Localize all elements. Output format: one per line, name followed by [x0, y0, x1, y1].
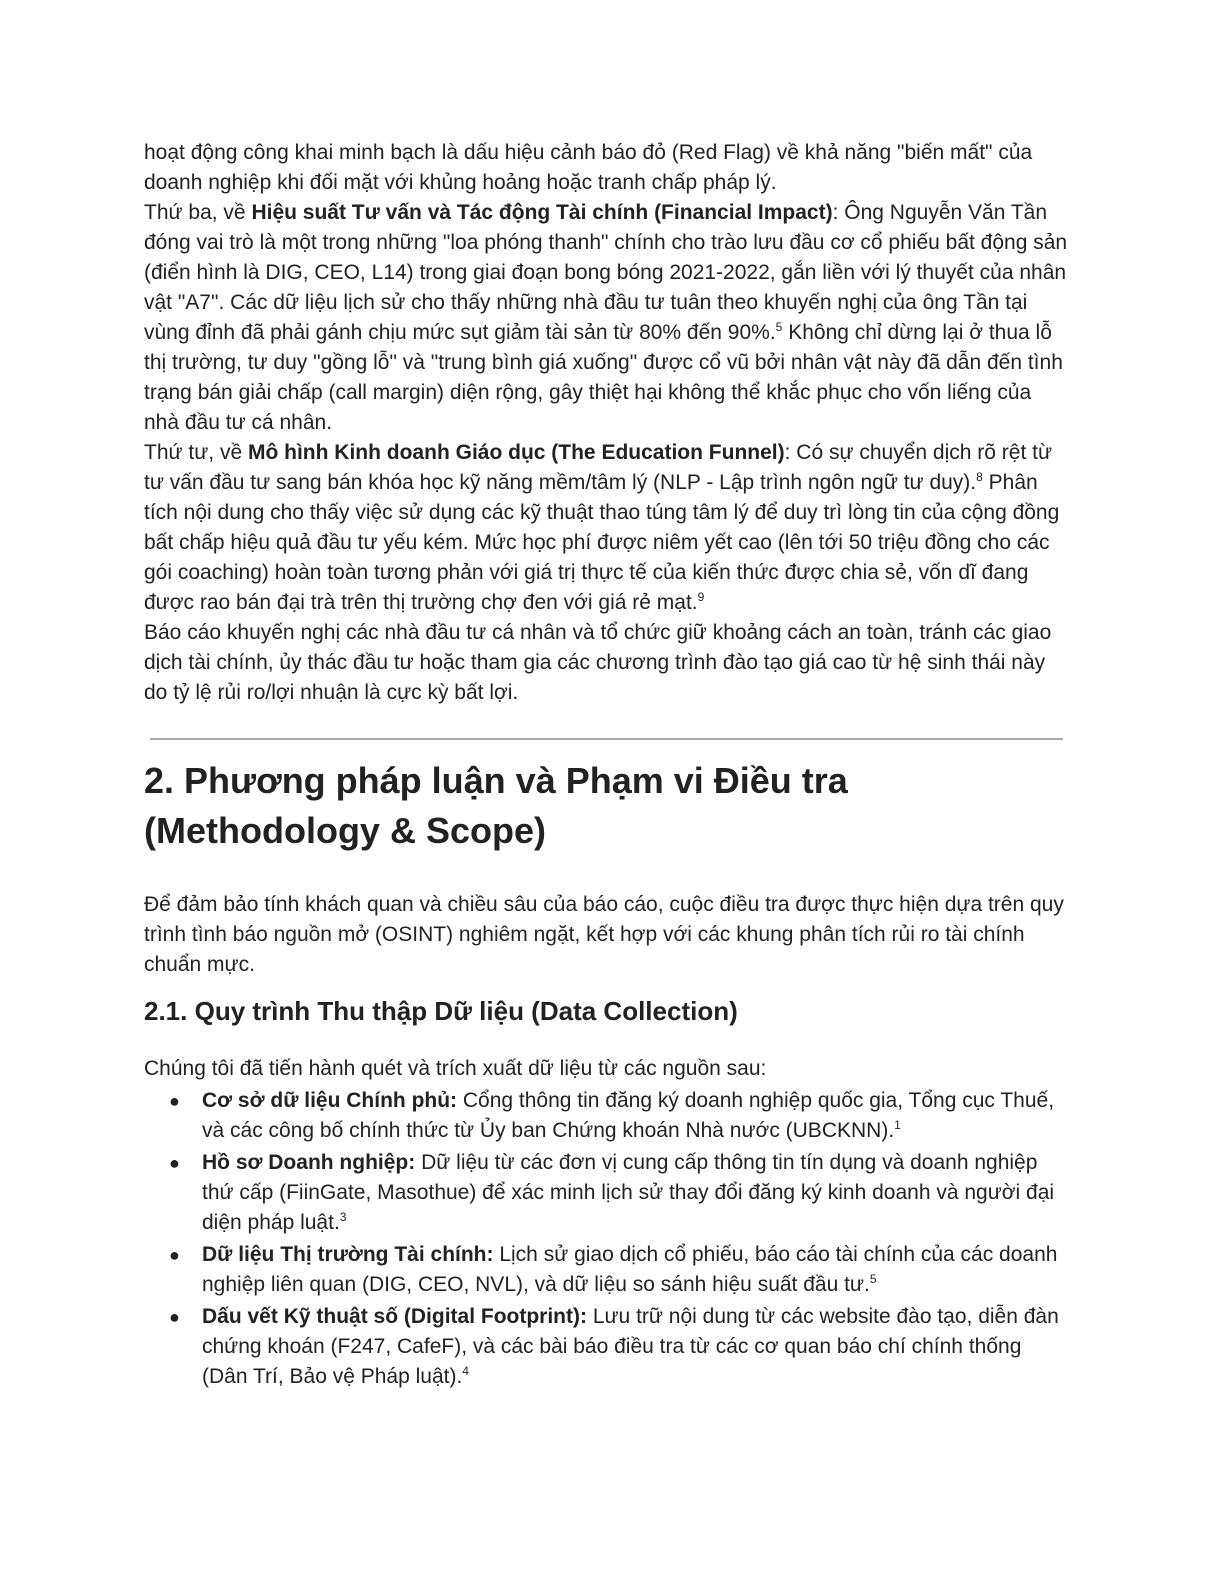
paragraph-financial-impact: [144, 198, 1069, 438]
list-item-text: Lưu trữ nội dung từ các website đào tạo, diễn đàn chứng khoán (F247, CafeF), và các bài báo điều tra từ các cơ quan báo chí chính thống (Dân Trí, Bảo vệ Pháp luật).: [202, 1305, 1059, 1388]
paragraph-text: hoạt động công khai minh bạch là dấu hiệu cảnh báo đỏ (Red Flag) về khả năng "biến mất" của doanh nghiệp khi đối mặt với khủng hoảng hoặc tranh chấp pháp lý.: [144, 141, 1033, 194]
recommendation-paragraph: [144, 618, 1069, 708]
section-title-line: (Methodology & Scope): [144, 810, 546, 851]
section-heading: [144, 756, 1069, 856]
list-item-label: Hồ sơ Doanh nghiệp:: [202, 1151, 416, 1174]
subsection-heading: 2.1. Quy trình Thu thập Dữ liệu (Data Collection): [144, 996, 738, 1026]
paragraph-text: Không chỉ dừng lại ở thua lỗ thị trường, tư duy "gồng lỗ" và "trung bình giá xuống" được cổ vũ bởi nhân vật này đã dẫn đến tình trạng bán giải chấp (call margin) diện rộng, gây thiệt hại không thể khắc phục cho vốn liếng của nhà đầu tư cá nhân.: [144, 321, 1063, 434]
paragraph-text: Phân tích nội dung cho thấy việc sử dụng các kỹ thuật thao túng tâm lý để duy trì lòng tin của cộng đồng bất chấp hiệu quả đầu tư yếu kém. Mức học phí được niêm yết cao (lên tới 50 triệu đồng cho các gói coaching) hoàn toàn tương phản với giá trị thực tế của kiến thức được chia sẻ, vốn dĩ đang được rao bán đại trà trên thị trường chợ đen với giá rẻ mạt.: [144, 471, 1060, 614]
paragraph-bold-heading: Hiệu suất Tư vấn và Tác động Tài chính (Financial Impact): [251, 201, 833, 224]
source-list: [144, 1086, 1069, 1392]
footnote-ref[interactable]: 3: [339, 1210, 347, 1224]
document-page: [144, 138, 1069, 1392]
section-title-line: 2. Phương pháp luận và Phạm vi Điều tra: [144, 760, 848, 801]
section-intro: Để đảm bảo tính khách quan và chiều sâu của báo cáo, cuộc điều tra được thực hiện dựa trên quy trình tình báo nguồn mở (OSINT) nghiêm ngặt, kết hợp với các khung phân tích rủi ro tài chính chuẩn mực.: [144, 893, 1064, 976]
list-item-label: Dấu vết Kỹ thuật số (Digital Footprint):: [202, 1305, 587, 1328]
list-item-label: Dữ liệu Thị trường Tài chính:: [202, 1243, 494, 1266]
list-item: [169, 1086, 1069, 1146]
section-divider: [150, 738, 1063, 740]
paragraph-prefix: Thứ tư, về: [144, 441, 248, 464]
list-item: [169, 1302, 1069, 1392]
list-item-text: Cổng thông tin đăng ký doanh nghiệp quốc gia, Tổng cục Thuế, và các công bố chính thức từ Ủy ban Chứng khoán Nhà nước (UBCKNN).: [202, 1089, 1055, 1142]
list-item: [169, 1148, 1069, 1238]
footnote-ref[interactable]: 1: [894, 1118, 901, 1132]
footnote-ref[interactable]: 4: [462, 1364, 469, 1378]
footnote-ref[interactable]: 5: [869, 1272, 877, 1286]
paragraph-text: : Ông Nguyễn Văn Tần đóng vai trò là một trong những "loa phóng thanh" chính cho trào lưu đầu cơ cổ phiếu bất động sản (điển hình là DIG, CEO, L14) trong giai đoạn bong bóng 2021-2022, gắn liền với lý thuyết của nhân vật "A7". Các dữ liệu lịch sử cho thấy những nhà đầu tư tuân theo khuyến nghị của ông Tần tại vùng đỉnh đã phải gánh chịu mức sụt giảm tài sản từ 80% đến 90%.: [144, 201, 1068, 344]
bullet-icon: ●: [169, 1153, 180, 1173]
list-item: [169, 1240, 1069, 1300]
list-item-text: Lịch sử giao dịch cổ phiếu, báo cáo tài chính của các doanh nghiệp liên quan (DIG, CEO, NVL), và dữ liệu so sánh hiệu suất đầu tư.: [202, 1243, 1058, 1296]
continuation-paragraph: [144, 138, 1069, 198]
paragraph-bold-heading: Mô hình Kinh doanh Giáo dục (The Education Funnel): [247, 441, 785, 464]
paragraph-prefix: Thứ ba, về: [144, 201, 252, 224]
paragraph-education-funnel: [144, 438, 1069, 618]
footnote-ref[interactable]: 8: [976, 470, 983, 484]
list-lead: Chúng tôi đã tiến hành quét và trích xuất dữ liệu từ các nguồn sau:: [144, 1057, 767, 1080]
footnote-ref[interactable]: 5: [775, 320, 783, 334]
footnote-ref[interactable]: 9: [697, 590, 705, 604]
bullet-icon: ●: [169, 1307, 180, 1327]
bullet-icon: ●: [169, 1245, 180, 1265]
list-item-text: Dữ liệu từ các đơn vị cung cấp thông tin tín dụng và doanh nghiệp thứ cấp (FiinGate, Masothue) để xác minh lịch sử thay đổi đăng ký kinh doanh và người đại diện pháp luật.: [202, 1151, 1055, 1234]
paragraph-text: : Có sự chuyển dịch rõ rệt từ tư vấn đầu tư sang bán khóa học kỹ năng mềm/tâm lý (NLP - Lập trình ngôn ngữ tư duy).: [144, 441, 1053, 494]
list-item-label: Cơ sở dữ liệu Chính phủ:: [202, 1089, 458, 1112]
paragraph-text: Báo cáo khuyến nghị các nhà đầu tư cá nhân và tổ chức giữ khoảng cách an toàn, tránh các giao dịch tài chính, ủy thác đầu tư hoặc tham gia các chương trình đào tạo giá cao từ hệ sinh thái này do tỷ lệ rủi ro/lợi nhuận là cực kỳ bất lợi.: [144, 621, 1052, 704]
bullet-icon: ●: [169, 1091, 180, 1111]
